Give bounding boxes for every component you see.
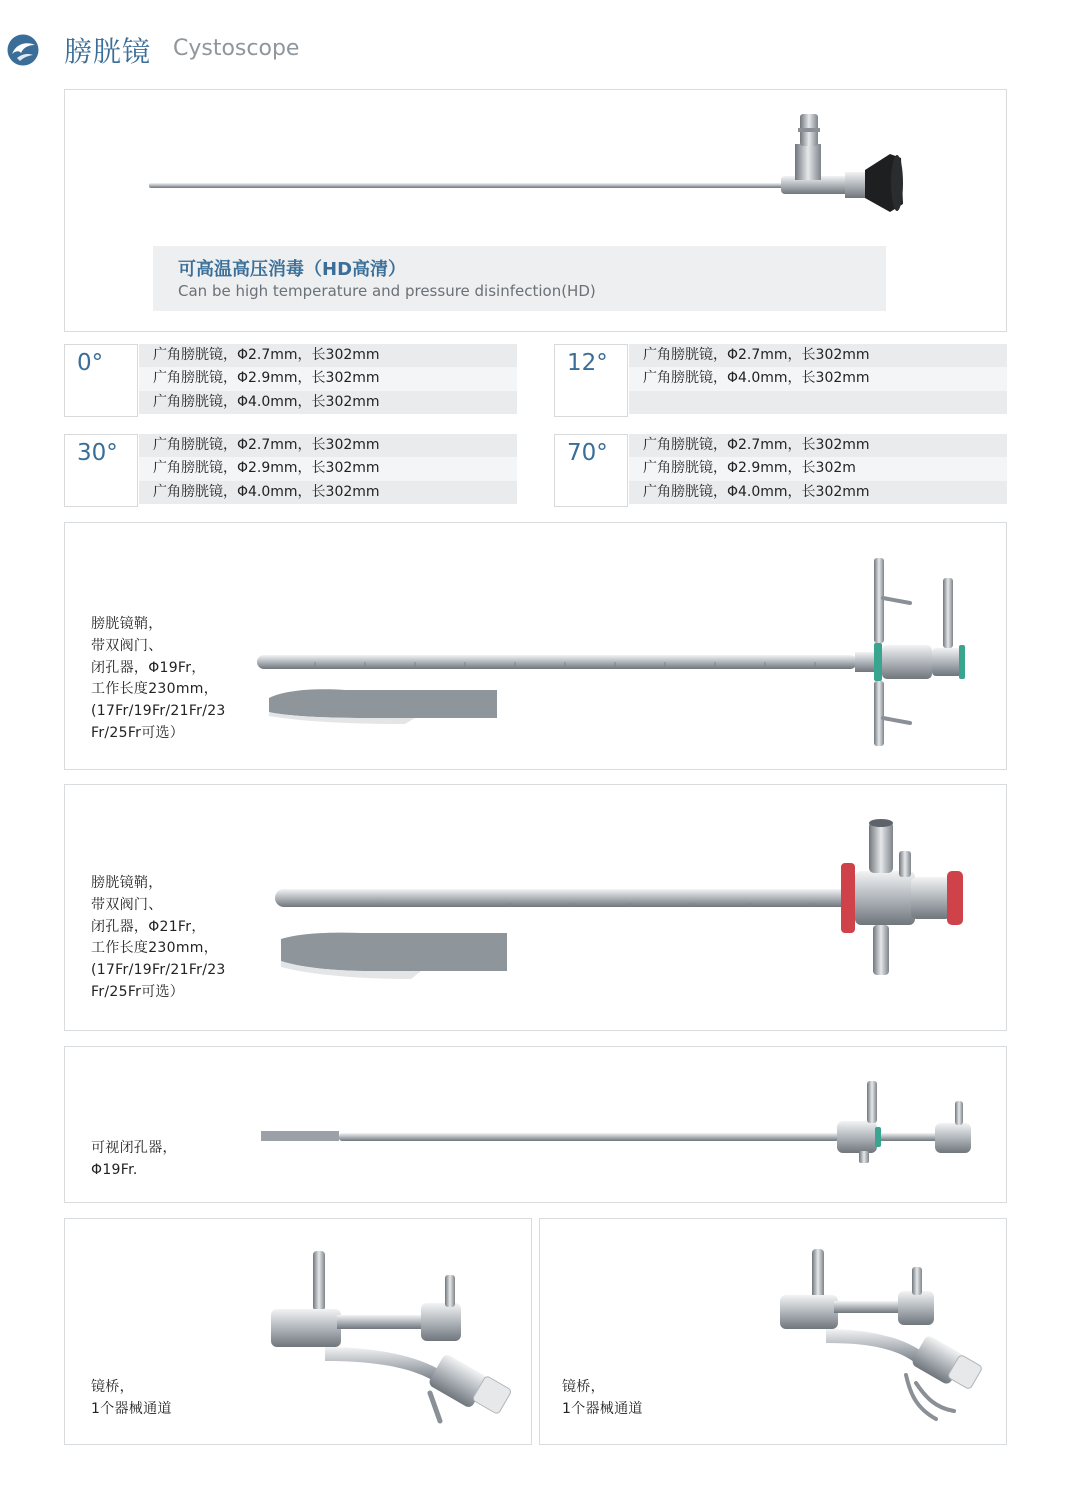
obturator-description (91, 1138, 241, 1182)
spec-row: 广角膀胱镜，Φ4.0mm，长302mm (139, 391, 517, 414)
bridge-1-image (265, 1243, 515, 1428)
spec-row: 广角膀胱镜，Φ2.9mm，长302mm (139, 457, 517, 480)
bridge-2-image (776, 1243, 986, 1428)
sheath-panel-1 (64, 522, 1007, 770)
page-subtitle: Cystoscope (173, 36, 300, 61)
sheath-1-description (91, 614, 241, 745)
spec-row: 广角膀胱镜，Φ4.0mm，长302mm (629, 481, 1007, 504)
obturator-panel (64, 1046, 1007, 1203)
page-title: 膀胱镜 (64, 35, 152, 68)
hero-caption-cn: 可高温高压消毒（HD高清） (178, 259, 407, 280)
description-line: 闭孔器，Φ21Fr， (91, 918, 206, 935)
spec-row: 广角膀胱镜，Φ2.7mm，长302mm (629, 434, 1007, 457)
description-line: 带双阀门、 (91, 637, 163, 654)
description-line: 1个器械通道 (562, 1400, 643, 1417)
spec-row: 广角膀胱镜，Φ2.9mm，长302mm (139, 367, 517, 390)
hero-caption-en: Can be high temperature and pressure disinfection(HD) (178, 282, 596, 300)
spec-row: 广角膀胱镜，Φ4.0mm，长302mm (629, 367, 1007, 390)
description-line: 膀胱镜鞘， (91, 616, 163, 632)
bridge-2-description (562, 1377, 712, 1421)
description-line: Φ19Fr. (91, 1161, 138, 1178)
obturator-image (259, 1075, 984, 1170)
sheath-2-image (271, 811, 991, 1006)
description-line: Fr/25Fr可选） (91, 724, 185, 741)
description-line: Fr/25Fr可选） (91, 983, 185, 1000)
spec-row: 广角膀胱镜，Φ2.7mm，长302mm (629, 344, 1007, 367)
description-line: (17Fr/19Fr/21Fr/23 (91, 962, 226, 979)
description-line: 工作长度230mm， (91, 681, 218, 698)
hero-panel (64, 89, 1007, 332)
spec-row: 广角膀胱镜，Φ2.9mm，长302m (629, 457, 1007, 480)
spec-angle: 70° (554, 434, 628, 507)
description-line: 1个器械通道 (91, 1400, 172, 1417)
spec-row: 广角膀胱镜，Φ4.0mm，长302mm (139, 481, 517, 504)
spec-angle: 30° (64, 434, 138, 507)
sheath-1-image (255, 548, 995, 758)
spec-row (629, 391, 1007, 414)
description-line: 可视闭孔器， (91, 1140, 177, 1156)
description-line: 镜桥， (562, 1379, 605, 1395)
cystoscope-telescope-image (145, 104, 915, 229)
sheath-panel-2 (64, 784, 1007, 1031)
spec-row: 广角膀胱镜，Φ2.7mm，长302mm (139, 434, 517, 457)
spec-angle: 12° (554, 344, 628, 417)
description-line: (17Fr/19Fr/21Fr/23 (91, 703, 226, 720)
description-line: 膀胱镜鞘， (91, 875, 163, 891)
description-line: 工作长度230mm， (91, 940, 218, 957)
description-line: 带双阀门、 (91, 896, 163, 913)
bird-logo-icon (6, 34, 40, 66)
spec-row: 广角膀胱镜，Φ2.7mm，长302mm (139, 344, 517, 367)
bridge-panel-2 (539, 1218, 1007, 1445)
spec-angle: 0° (64, 344, 138, 417)
bridge-1-description (91, 1377, 241, 1421)
description-line: 闭孔器，Φ19Fr， (91, 659, 206, 676)
sheath-2-description (91, 873, 241, 1004)
bridge-panel-1 (64, 1218, 532, 1445)
description-line: 镜桥， (91, 1379, 134, 1395)
